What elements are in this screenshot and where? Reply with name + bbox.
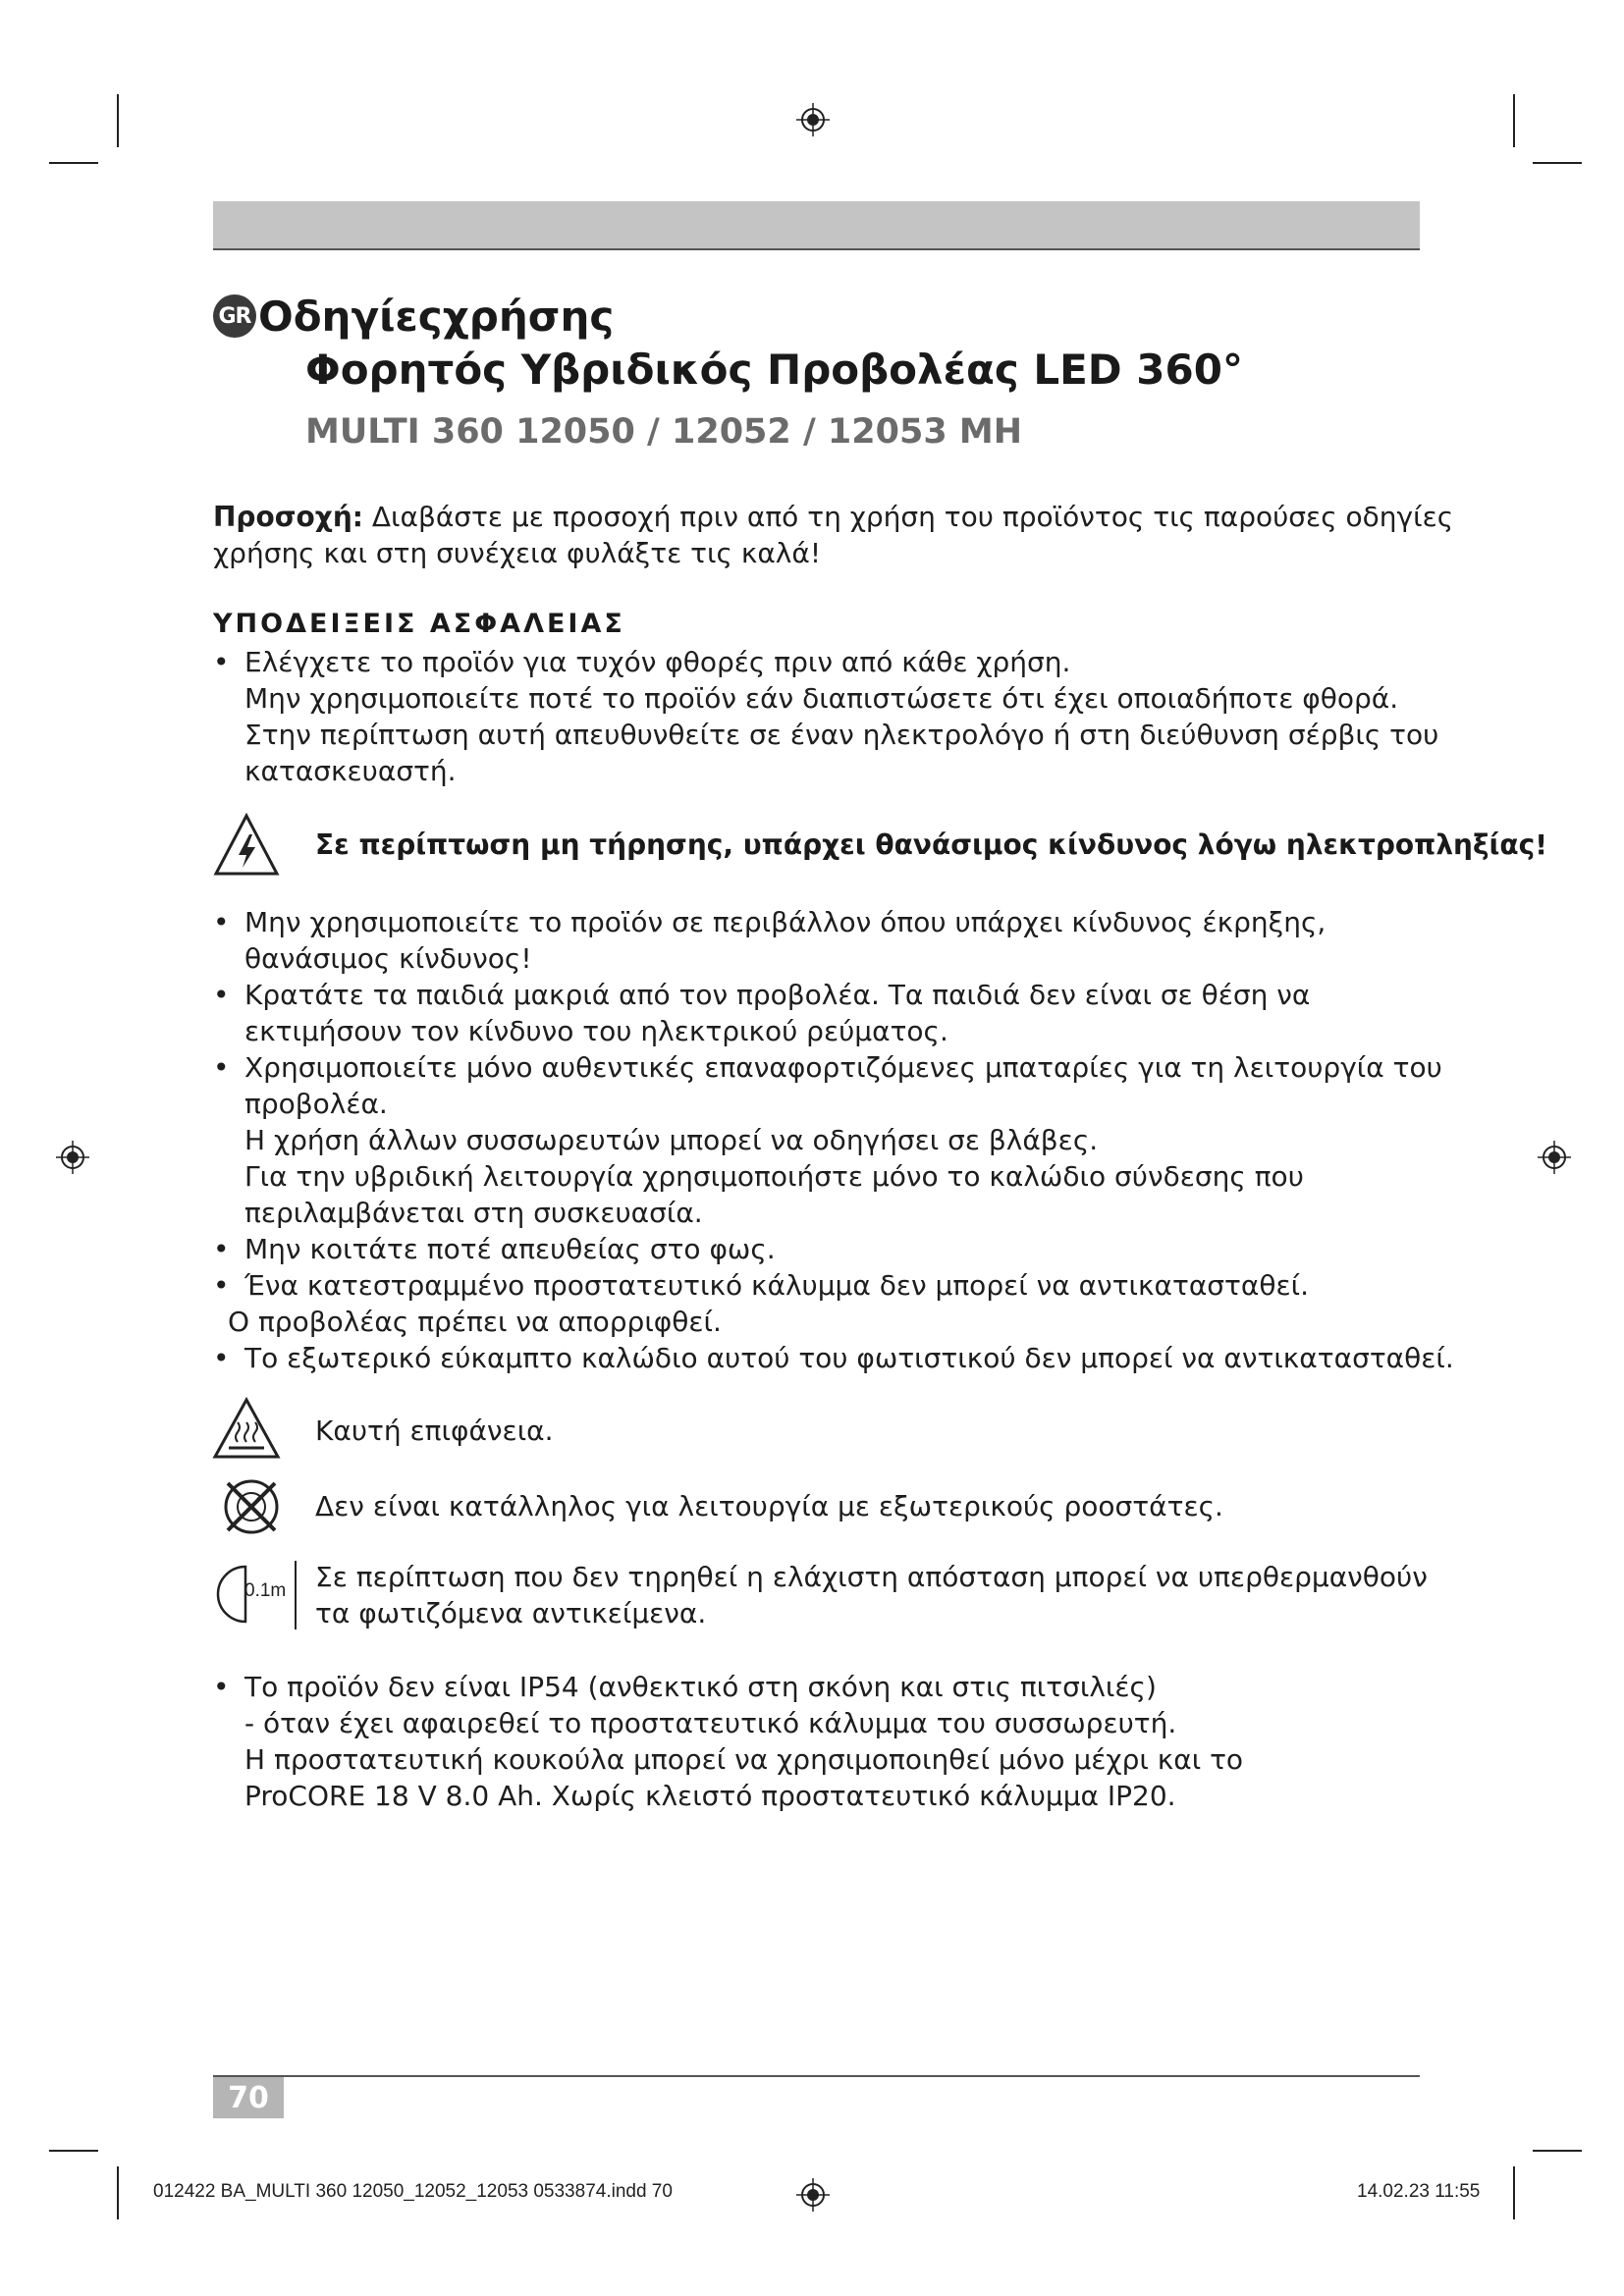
bullet-text: Μην χρησιμοποιείτε το προϊόν σε περιβάλλον όπου υπάρχει κίνδυνος έκρηξης,	[244, 906, 1326, 938]
hot-surface-warning-icon	[212, 1397, 281, 1460]
no-dimmer-text: Δεν είναι κατάλληλος για λειτουργία με εξωτερικούς ροοστάτες.	[315, 1490, 1223, 1522]
bullet-text: Ελέγχετε το προϊόν για τυχόν φθορές πριν από κάθε χρήση.	[244, 646, 1071, 678]
bullet-dot: •	[213, 1671, 230, 1703]
crop-mark	[1533, 2150, 1582, 2152]
electric-shock-warning-icon	[212, 811, 281, 880]
no-dimmer-icon	[220, 1475, 283, 1538]
minimum-distance-divider	[295, 1561, 297, 1629]
product-title: Φορητός Υβριδικός Προβολέας LED 360°	[305, 346, 1243, 394]
bullet-dot: •	[213, 1269, 230, 1302]
language-badge: GR	[213, 294, 256, 338]
bullet-text: Στην περίπτωση αυτή απευθυνθείτε σε έναν ηλεκτρολόγο ή στη διεύθυνση σέρβις του	[244, 719, 1439, 751]
bullet-text: ProCORE 18 V 8.0 Ah. Χωρίς κλειστό προστατευτικό κάλυμμα IP20.	[244, 1780, 1176, 1812]
page-number: 70	[213, 2077, 284, 2118]
minimum-distance-text: Σε περίπτωση που δεν τηρηθεί η ελάχιστη απόσταση μπορεί να υπερθερμανθούν	[315, 1561, 1428, 1593]
bullet-text: προβολέα.	[244, 1088, 388, 1120]
bullet-dot: •	[213, 906, 230, 938]
print-slug-date: 14.02.23 11:55	[1357, 2181, 1481, 2202]
crop-mark	[1513, 94, 1515, 147]
crop-mark	[117, 94, 119, 147]
bullet-text: Η προστατευτική κουκούλα μπορεί να χρησιμοποιηθεί μόνο μέχρι και το	[244, 1743, 1244, 1776]
bullet-text: περιλαμβάνεται στη συσκευασία.	[244, 1197, 703, 1229]
caution-text-line: χρήσης και στη συνέχεια φυλάξτε τις καλά!	[213, 537, 822, 569]
bullet-text: Ένα κατεστραμμένο προστατευτικό κάλυμμα δεν μπορεί να αντικατασταθεί.	[244, 1269, 1310, 1302]
print-slug-file: 012422 BA_MULTI 360 12050_12052_12053 0533874.indd 70	[153, 2181, 673, 2202]
bullet-text: Ο προβολέας πρέπει να απορριφθεί.	[228, 1306, 722, 1338]
bullet-text: Για την υβριδική λειτουργία χρησιμοποιήστε μόνο το καλώδιο σύνδεσης που	[244, 1160, 1304, 1193]
registration-mark-icon	[796, 2178, 830, 2212]
bullet-text: θανάσιμος κίνδυνος!	[244, 942, 532, 975]
bullet-dot: •	[213, 1342, 230, 1374]
electric-warning-text: Σε περίπτωση μη τήρησης, υπάρχει θανάσιμος κίνδυνος λόγω ηλεκτροπληξίας!	[315, 828, 1548, 861]
bullet-text: Κρατάτε τα παιδιά μακριά από τον προβολέα. Τα παιδιά δεν είναι σε θέση να	[244, 979, 1311, 1011]
caution-paragraph	[213, 499, 1453, 535]
registration-mark-icon	[1538, 1141, 1571, 1174]
bullet-text: Χρησιμοποιείτε μόνο αυθεντικές επαναφορτιζόμενες μπαταρίες για τη λειτουργία του	[244, 1051, 1442, 1084]
caution-label: Προσοχή:	[213, 501, 363, 533]
header-divider	[213, 248, 1420, 250]
bullet-dot: •	[213, 979, 230, 1011]
model-numbers: MULTI 360 12050 / 12052 / 12053 MH	[305, 412, 1022, 452]
bullet-text: Μην κοιτάτε ποτέ απευθείας στο φως.	[244, 1233, 776, 1265]
bullet-text: Η χρήση άλλων συσσωρευτών μπορεί να οδηγήσει σε βλάβες.	[244, 1124, 1099, 1156]
minimum-distance-text: τα φωτιζόμενα αντικείμενα.	[315, 1597, 707, 1629]
bullet-text: Το εξωτερικό εύκαμπτο καλώδιο αυτού του φωτιστικού δεν μπορεί να αντικατασταθεί.	[244, 1342, 1454, 1374]
registration-mark-icon	[56, 1141, 89, 1174]
page-title: Οδηγίεςχρήσης	[258, 292, 615, 341]
bullet-text: - όταν έχει αφαιρεθεί το προστατευτικό κάλυμμα του συσσωρευτή.	[244, 1707, 1177, 1739]
registration-mark-icon	[796, 103, 830, 136]
header-bar	[213, 201, 1420, 248]
crop-mark	[117, 2166, 119, 2219]
bullet-dot: •	[213, 1233, 230, 1265]
bullet-text: Μην χρησιμοποιείτε ποτέ το προϊόν εάν διαπιστώσετε ότι έχει οποιαδήποτε φθορά.	[244, 682, 1399, 715]
hot-surface-text: Καυτή επιφάνεια.	[315, 1415, 554, 1447]
bullet-text: κατασκευαστή.	[244, 755, 457, 787]
bullet-text: εκτιμήσουν τον κίνδυνο του ηλεκτρικού ρεύματος.	[244, 1015, 948, 1047]
crop-mark	[49, 2150, 98, 2152]
section-heading: ΥΠΟΔΕΙΞΕΙΣ ΑΣΦΑΛΕΙΑΣ	[213, 609, 625, 639]
footer-divider	[213, 2075, 1420, 2077]
minimum-distance-value: 0.1m	[244, 1580, 287, 1601]
bullet-text: Το προϊόν δεν είναι IP54 (ανθεκτικό στη σκόνη και στις πιτσιλιές)	[244, 1671, 1157, 1703]
bullet-dot: •	[213, 646, 230, 678]
title-row	[213, 291, 614, 342]
caution-text-line: Διαβάστε με προσοχή πριν από τη χρήση του προϊόντος τις παρούσες οδηγίες	[371, 501, 1454, 533]
crop-mark	[1513, 2166, 1515, 2219]
bullet-dot: •	[213, 1051, 230, 1084]
crop-mark	[49, 162, 98, 164]
crop-mark	[1533, 162, 1582, 164]
